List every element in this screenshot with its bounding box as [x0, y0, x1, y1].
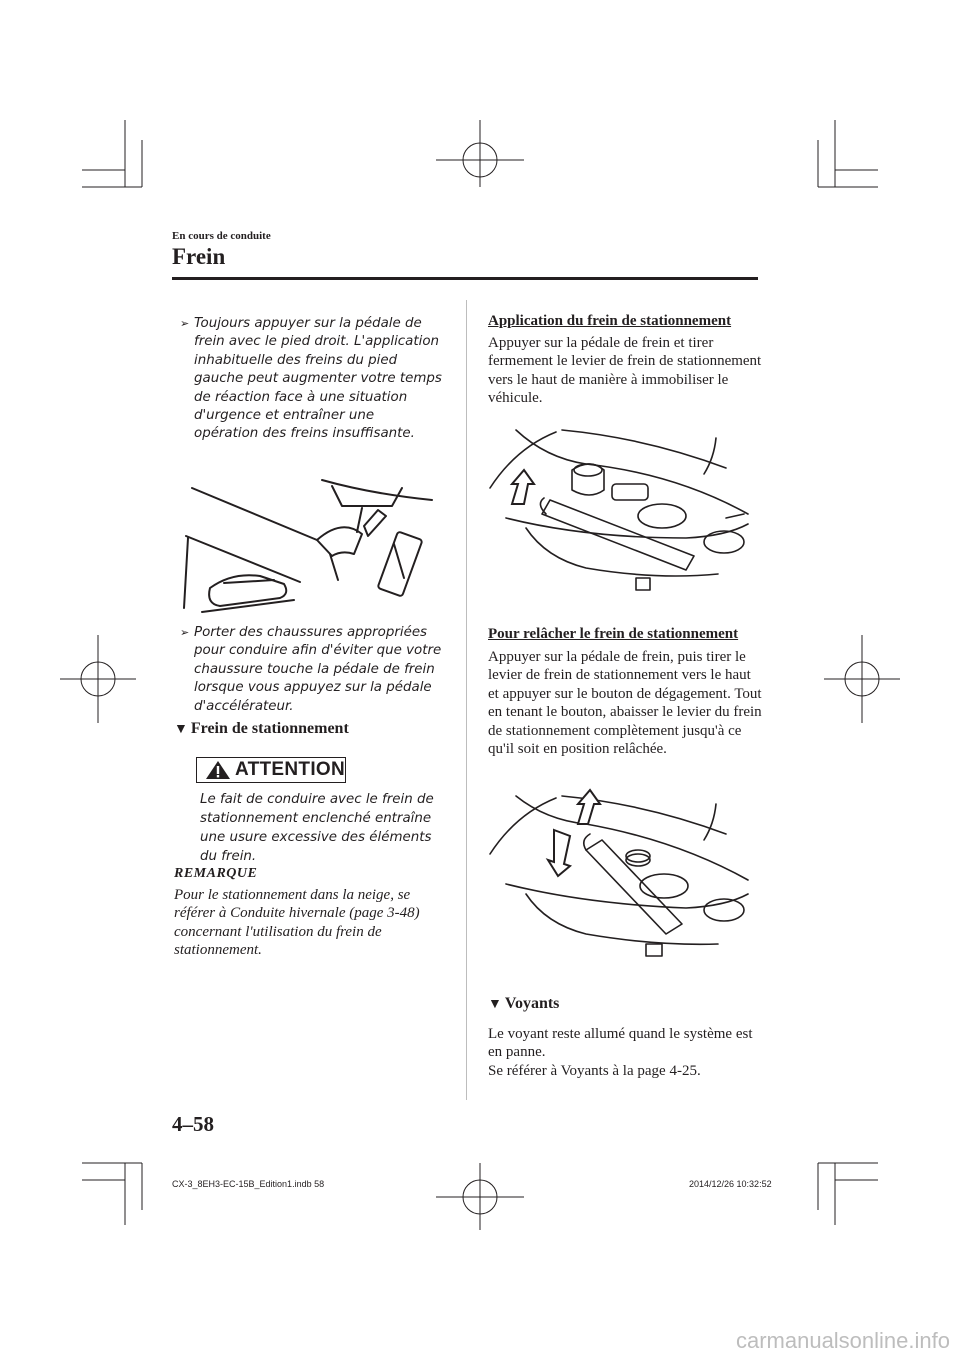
warning-lights-text [488, 1025, 763, 1080]
heading-warning-lights [488, 995, 559, 1013]
column-divider [466, 300, 467, 1100]
pedal-illustration [182, 458, 440, 616]
bullet-marker: ➢ [180, 317, 190, 330]
bullet-text: Porter des chaussures appropriées pour conduire afin d'éviter que votre chaussure touche la pédale de frein lorsque vous appuyez sur la pédale d'accélérateur. [194, 625, 442, 714]
watermark: carmanualsonline.info [735, 1328, 950, 1353]
apply-text: Appuyer sur la pédale de frein et tirer fermement le levier de frein de stationnement vers le haut de manière à immobiliser le véhicule. [488, 335, 762, 407]
bullet-marker: ➢ [180, 626, 190, 639]
warning-lights-line1: Le voyant reste allumé quand le système est en panne. [488, 1026, 753, 1061]
attention-box [196, 757, 346, 783]
bullet-text: Toujours appuyer sur la pédale de frein avec le pied droit. L'application inhabituelle des freins du pied gauche peut augmenter votre temps de réaction face à une situation d'urgence et entraîner une opération des freins insuffisante. [194, 316, 442, 442]
heading-text: Voyants [504, 995, 560, 1012]
note-text: Pour le stationnement dans la neige, se référer à Conduite hivernale (page 3-48) concernant l'utilisation du frein de stationnement. [174, 887, 420, 959]
bullet-shoes [180, 624, 442, 716]
parking-brake-release-illustration [486, 784, 758, 974]
attention-label: ATTENTION [235, 759, 346, 780]
release-text: Appuyer sur la pédale de frein, puis tirer le levier de frein de stationnement vers le haut et appuyer sur le bouton de dégagement. Tout en tenant le bouton, abaisser le levier du frein de stationnement complètement jusqu'à ce qu'il soit en position relâchée. [488, 649, 762, 758]
page-title: Frein [172, 244, 226, 269]
heading-release-parking-brake: Pour relâcher le frein de stationnement [488, 626, 739, 642]
header-rule [172, 277, 758, 280]
bullet-left-foot [180, 315, 442, 444]
footer-date: 2014/12/26 10:32:52 [689, 1179, 772, 1189]
heading-apply-parking-brake: Application du frein de stationnement [488, 313, 732, 329]
warning-lights-line2: Se référer à Voyants à la page 4-25. [488, 1062, 701, 1079]
parking-brake-apply-illustration [486, 418, 758, 604]
footer-file: CX-3_8EH3-EC-15B_Edition1.indb 58 [172, 1179, 325, 1189]
triangle-marker-icon: ▼ [174, 722, 188, 737]
page-number: 4–58 [172, 1112, 214, 1136]
triangle-marker-icon: ▼ [488, 997, 502, 1012]
heading-text: Frein de stationnement [190, 720, 349, 737]
warning-triangle-icon [205, 760, 231, 780]
heading-parking-brake [174, 720, 349, 738]
section-label: En cours de conduite [172, 230, 271, 242]
attention-text: Le fait de conduire avec le frein de stationnement enclenché entraîne une usure excessive des éléments du frein. [200, 792, 434, 864]
note-title: REMARQUE [174, 866, 258, 881]
